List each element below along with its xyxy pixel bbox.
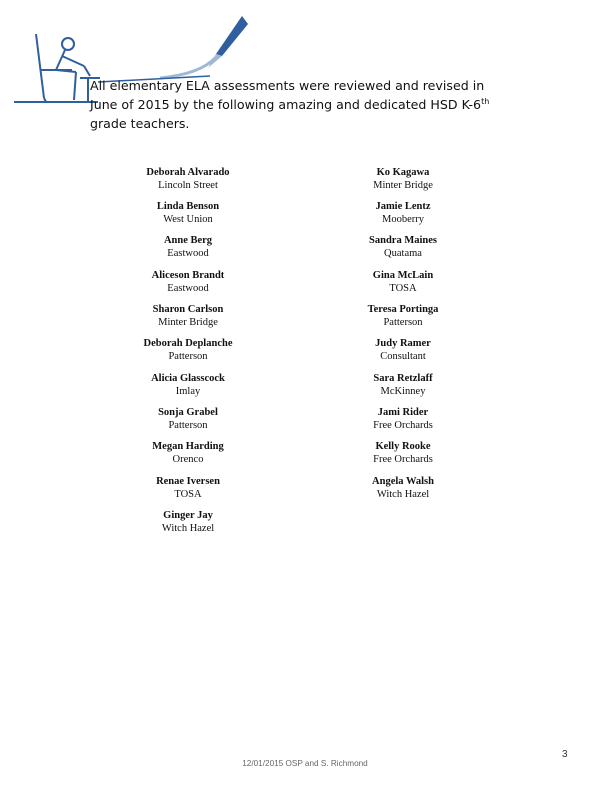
teacher-name: Deborah Deplanche: [143, 338, 233, 349]
teacher-entry: [88, 234, 288, 260]
teacher-entry: [88, 372, 288, 398]
teacher-entry: [303, 200, 503, 226]
teacher-entry: [88, 303, 288, 329]
teacher-name: Sandra Maines: [369, 235, 437, 246]
teacher-name: Renae Iversen: [156, 476, 220, 487]
teacher-name: Ko Kagawa: [376, 167, 430, 178]
teacher-school: Imlay: [175, 386, 201, 397]
teacher-name: Alicia Glasscock: [151, 373, 225, 384]
page-number: 3: [562, 749, 568, 760]
teacher-school: Witch Hazel: [376, 489, 430, 500]
intro-paragraph: [90, 76, 510, 133]
teacher-entry: [303, 440, 503, 466]
intro-line-3: grade teachers.: [90, 116, 190, 131]
teacher-name: Jamie Lentz: [375, 201, 431, 212]
teacher-entry: [88, 200, 288, 226]
teacher-entry: [303, 234, 503, 260]
teacher-school: Mooberry: [382, 214, 424, 225]
teacher-name: Sharon Carlson: [152, 304, 224, 315]
teacher-school: Eastwood: [167, 248, 209, 259]
teacher-entry: [303, 475, 503, 501]
teacher-school: Orenco: [172, 454, 204, 465]
teacher-entry: [88, 166, 288, 192]
teacher-school: Patterson: [383, 317, 423, 328]
teacher-school: Lincoln Street: [158, 180, 218, 191]
teacher-entry: [88, 475, 288, 501]
teacher-school: Patterson: [168, 420, 208, 431]
teacher-school: TOSA: [174, 489, 202, 500]
teacher-entry: [303, 337, 503, 363]
teacher-entry: [303, 269, 503, 295]
teacher-entry: [88, 337, 288, 363]
intro-line-2-text: June of 2015 by the following amazing and dedicated HSD K-6: [90, 97, 482, 112]
teacher-school: Minter Bridge: [373, 180, 433, 191]
footer-text: 12/01/2015 OSP and S. Richmond: [242, 759, 368, 768]
teacher-school: Free Orchards: [373, 420, 433, 431]
teacher-name: Judy Ramer: [375, 338, 431, 349]
intro-superscript: th: [481, 97, 490, 106]
teacher-name: Angela Walsh: [372, 476, 434, 487]
intro-line-2: [90, 95, 510, 114]
teacher-entry: [88, 269, 288, 295]
teacher-name: Megan Harding: [152, 441, 224, 452]
teacher-name: Aliceson Brandt: [151, 270, 225, 281]
teacher-school: Minter Bridge: [158, 317, 218, 328]
teacher-name: Teresa Portinga: [367, 304, 439, 315]
teacher-entry: [303, 406, 503, 432]
teacher-school: West Union: [163, 214, 213, 225]
teacher-school: Free Orchards: [373, 454, 433, 465]
teacher-name: Jami Rider: [377, 407, 429, 418]
teacher-entry: [303, 166, 503, 192]
teacher-name: Deborah Alvarado: [146, 167, 230, 178]
intro-line-1: All elementary ELA assessments were reviewed and revised in: [90, 78, 485, 93]
teacher-school: Eastwood: [167, 283, 209, 294]
teacher-school: TOSA: [389, 283, 417, 294]
teacher-school: Witch Hazel: [161, 523, 215, 534]
teacher-entry: [88, 406, 288, 432]
teacher-entry: [88, 440, 288, 466]
teacher-name: Anne Berg: [163, 235, 213, 246]
teacher-name: Kelly Rooke: [375, 441, 431, 452]
teacher-entry: [303, 303, 503, 329]
teacher-name: Gina McLain: [372, 270, 434, 281]
teacher-name: Sara Retzlaff: [373, 373, 433, 384]
teacher-entry: [88, 509, 288, 535]
teacher-school: McKinney: [380, 386, 426, 397]
teacher-school: Consultant: [380, 351, 426, 362]
teacher-school: Patterson: [168, 351, 208, 362]
teacher-name: Ginger Jay: [163, 510, 213, 521]
teacher-school: Quatama: [384, 248, 422, 259]
teacher-name: Sonja Grabel: [158, 407, 218, 418]
teacher-entry: [303, 372, 503, 398]
teacher-name: Linda Benson: [156, 201, 220, 212]
